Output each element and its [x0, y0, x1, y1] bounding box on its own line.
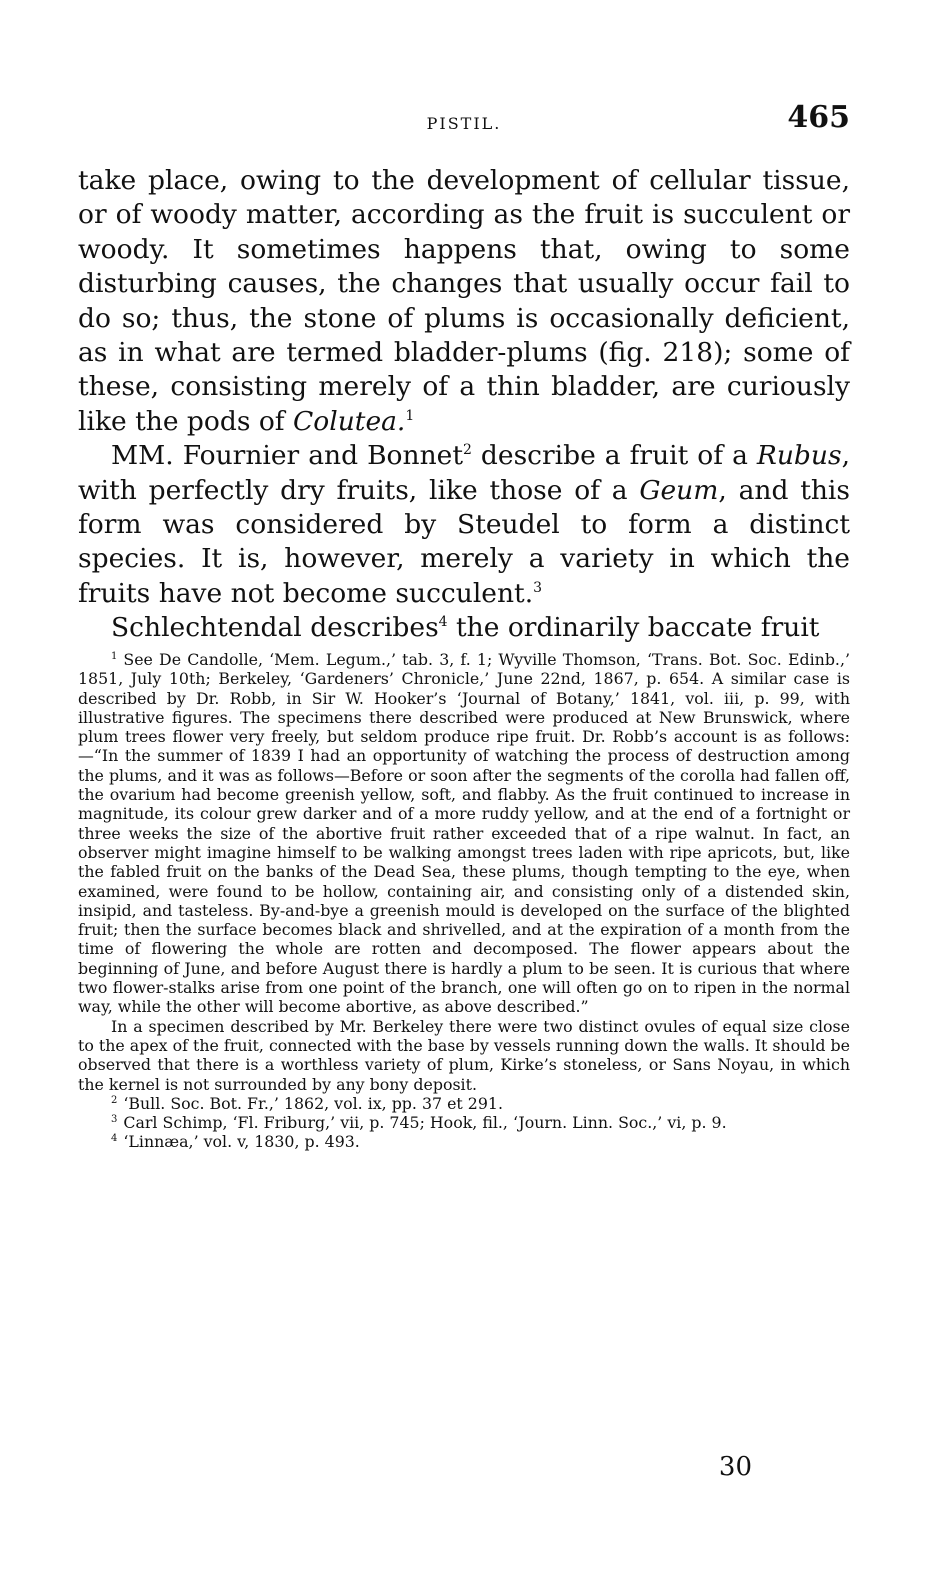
footnote-3: [78, 1113, 850, 1132]
paragraph-3-text-b: the ordinarily baccate fruit: [447, 612, 820, 644]
page-number: 465: [787, 100, 850, 135]
rubus-term: Rubus: [756, 440, 842, 472]
paragraph-3-text-a: Schlechtendal describes: [111, 612, 439, 644]
footnote-2: [78, 1094, 850, 1113]
footnote-3-text: Carl Schimp, ‘Fl. Friburg,’ vii, p. 745; Hook, fil., ‘Journ. Linn. Soc.,’ vi, p. 9.: [123, 1113, 727, 1133]
signature-mark: 30: [718, 1452, 752, 1482]
paragraph-2: [78, 439, 850, 611]
footnote-ref-2: 2: [462, 442, 472, 459]
footnote-4: [78, 1132, 850, 1151]
footnote-1: [78, 650, 850, 1017]
footnote-4-mark: 4: [111, 1133, 118, 1145]
footnote-2-mark: 2: [111, 1094, 118, 1106]
running-title: PISTIL.: [426, 114, 502, 133]
colutea-term: Colutea.: [293, 405, 406, 437]
footnote-ref-1: 1: [405, 408, 415, 425]
paragraph-2-text-a: MM. Fournier and Bonnet: [111, 440, 463, 472]
paragraph-1-text: take place, owing to the development of cellular tissue, or of woody matter, according as the fruit is succulent or woody. It sometimes happens that, owing to some disturbing causes, the changes that usually occur fail to do so; thus, the stone of plums is occasionally deficient, as in what are termed bladder-plums (fig. 218); some of these, consisting merely of a thin bladder, are curiously like the pods of: [78, 165, 850, 437]
paragraph-2-text-c: , with perfectly dry fruits, like those of a: [78, 440, 850, 506]
footnotes: [78, 650, 850, 1152]
footnote-4-text: ‘Linnæa,’ vol. v, 1830, p. 493.: [123, 1132, 360, 1152]
paragraph-3: [78, 611, 850, 645]
body-text: [78, 164, 850, 646]
geum-term: Geum: [639, 474, 719, 506]
footnote-3-mark: 3: [111, 1113, 118, 1125]
paragraph-2-text-b: describe a fruit of a: [471, 440, 757, 472]
footnote-ref-3: 3: [533, 580, 543, 597]
footnote-ref-4: 4: [438, 614, 448, 631]
footnote-1-text: See De Candolle, ‘Mem. Legum.,’ tab. 3, f. 1; Wyville Thomson, ‘Trans. Bot. Soc. Edinb.,’ 1851, July 10th; Berkeley, ‘Gardeners’ Chronicle,’ June 22nd, 1867, p. 654. A similar case is described by Dr. Robb, in Sir W. Hooker’s ‘Journal of Botany,’ 1841, vol. iii, p. 99, with illustrative figures. The specimens there described were produced at New Brunswick, where plum trees flower very freely, but seldom produce ripe fruit. Dr. Robb’s account is as follows:—“In the summer of 1839 I had an opportunity of watching the process of destruction among the plums, and it was as follows—Before or soon after the segments of the corolla had fallen off, the ovarium had become greenish yellow, soft, and flabby. As the fruit continued to increase in magnitude, its colour grew darker and of a more ruddy yellow, and at the end of a fortnight or three weeks the size of the abortive fruit rather exceeded that of a ripe walnut. In fact, an observer might imagine himself to be walking amongst trees laden with ripe apricots, but, like the fabled fruit on the banks of the Dead Sea, these plums, though tempting to the eye, when examined, were found to be hollow, containing air, and consisting only of a distended skin, insipid, and tasteless. By-and-bye a greenish mould is developed on the surface of the blighted fruit; then the surface becomes black and shrivelled, and at the expiration of a month from the time of flowering the whole are rotten and decomposed. The flower appears about the beginning of June, and before August there is hardly a plum to be seen. It is curious that where two flower-stalks arise from one point of the branch, one will often go on to ripen in the normal way, while the other will become abortive, as above described.”: [78, 650, 850, 1017]
footnote-2-text: ‘Bull. Soc. Bot. Fr.,’ 1862, vol. ix, pp. 37 et 291.: [123, 1093, 503, 1113]
footnote-1-continuation: In a specimen described by Mr. Berkeley there were two distinct ovules of equal size close to the apex of the fruit, connected with the base by vessels running down the walls. It should be observed that there is a worthless variety of plum, Kirke’s stoneless, or Sans Noyau, in which the kernel is not surrounded by any bony deposit.: [78, 1016, 850, 1094]
running-head: [78, 100, 850, 144]
paragraph-1: [78, 164, 850, 439]
footnote-1-mark: 1: [111, 650, 118, 662]
paragraph-2-text-d: , and this form was considered by Steudel to form a distinct species. It is, however, merely a variety in which the fruits have not become succulent.: [78, 474, 850, 609]
